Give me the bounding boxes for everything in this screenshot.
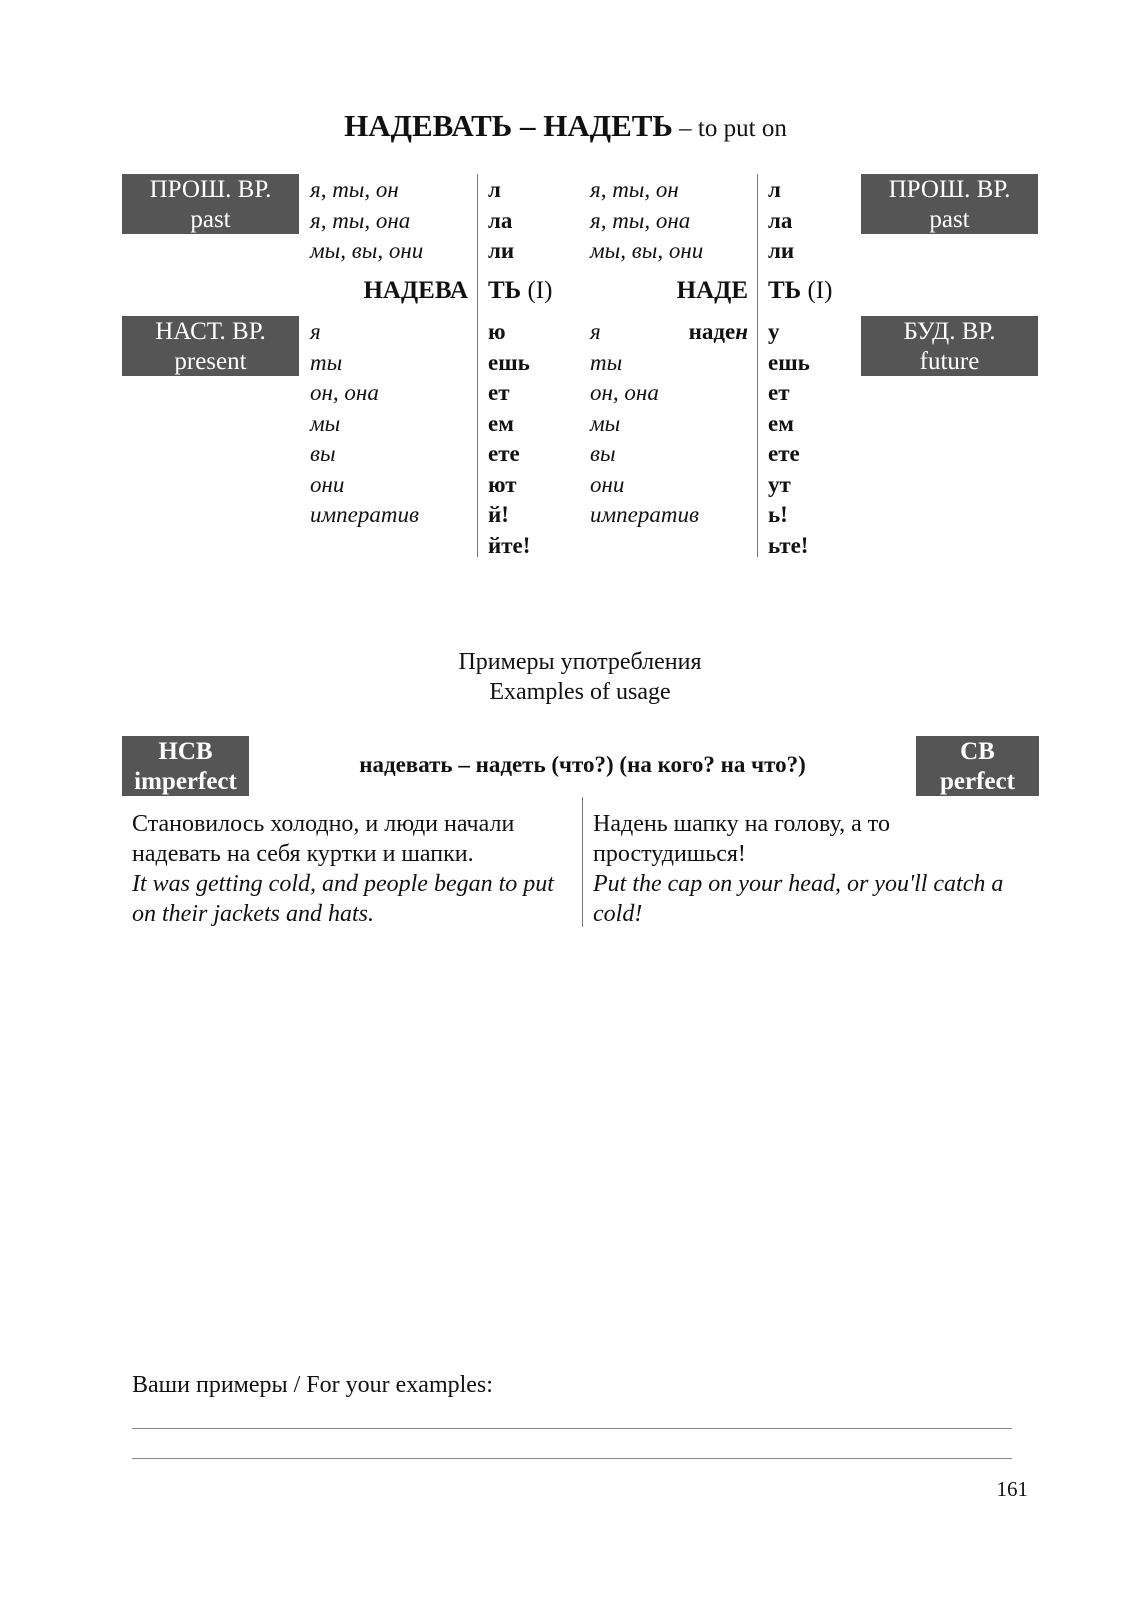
sv-example-ru: Надень шапку на голову, а то простудишься! bbox=[593, 811, 890, 867]
imperf-past-pronouns bbox=[310, 175, 423, 267]
pronoun: он, она bbox=[310, 380, 379, 405]
pronoun: они bbox=[590, 471, 625, 497]
verb-government: надевать – надеть (что?) (на кого? на что?) bbox=[359, 752, 806, 777]
label-future-en: future bbox=[919, 348, 980, 375]
label-past-left-en: past bbox=[190, 206, 231, 233]
ending: ьте! bbox=[768, 532, 809, 558]
pronoun: императив bbox=[590, 502, 699, 527]
label-nsv-ru: НСВ bbox=[158, 738, 213, 765]
examples-divider bbox=[582, 797, 583, 927]
pronoun: я, ты, она bbox=[310, 207, 411, 233]
pronoun: я, ты, он bbox=[590, 177, 679, 202]
ending: ет bbox=[768, 380, 790, 405]
label-sv-en: perfect bbox=[940, 768, 1015, 795]
nsv-example bbox=[132, 809, 572, 929]
ending: л bbox=[768, 177, 781, 202]
writing-line-1[interactable] bbox=[132, 1428, 1012, 1429]
nsv-example-en: It was getting cold, and people began to put on their jackets and hats. bbox=[132, 871, 554, 927]
imperf-present-endings bbox=[488, 317, 530, 561]
imperf-past-endings bbox=[488, 175, 514, 267]
your-examples-label: Ваши примеры / For your examples: bbox=[132, 1372, 493, 1398]
page-title bbox=[0, 106, 1131, 149]
imperf-infinitive-ending bbox=[488, 275, 552, 307]
label-present bbox=[122, 316, 299, 376]
usage-heading-ru: Примеры употребления bbox=[458, 649, 702, 675]
pronoun: я bbox=[310, 319, 321, 344]
pronoun: ты bbox=[310, 349, 343, 375]
ending: ь! bbox=[768, 502, 788, 527]
table-divider-right bbox=[757, 174, 758, 557]
label-past-right-ru: ПРОШ. ВР. bbox=[888, 176, 1011, 203]
ending: ем bbox=[488, 410, 514, 436]
title-verbs: НАДЕВАТЬ – НАДЕТЬ bbox=[344, 108, 673, 143]
perf-past-pronouns bbox=[590, 175, 703, 267]
label-sv bbox=[916, 736, 1039, 796]
label-future-ru: БУД. ВР. bbox=[903, 318, 996, 345]
perf-future-pronouns bbox=[590, 317, 699, 531]
ending: й! bbox=[488, 502, 509, 527]
table-divider-left bbox=[477, 174, 478, 557]
ending: ешь bbox=[768, 349, 810, 375]
sv-example bbox=[593, 809, 1033, 929]
pronoun: они bbox=[310, 471, 345, 497]
ending: ли bbox=[768, 238, 795, 263]
imperf-conjugation: (I) bbox=[521, 277, 553, 304]
label-past-left bbox=[122, 174, 299, 234]
label-future bbox=[861, 316, 1038, 376]
pronoun: я, ты, она bbox=[590, 207, 691, 233]
ending: ла bbox=[488, 207, 513, 233]
title-translation: – to put on bbox=[672, 115, 787, 142]
perf-stem bbox=[580, 275, 748, 307]
ending: ет bbox=[488, 380, 510, 405]
perf-future-endings bbox=[768, 317, 810, 561]
perf-future-stem bbox=[660, 317, 748, 348]
imperf-present-pronouns bbox=[310, 317, 419, 531]
ending: ут bbox=[768, 471, 791, 497]
pronoun: императив bbox=[310, 502, 419, 527]
pronoun: мы bbox=[310, 410, 341, 436]
sv-example-en: Put the cap on your head, or you'll catch a cold! bbox=[593, 871, 1004, 927]
ending: ю bbox=[488, 319, 506, 344]
perf-stem-text: НАДЕ bbox=[676, 277, 748, 304]
imperf-stem-text: НАДЕВА bbox=[363, 277, 468, 304]
ending: ли bbox=[488, 238, 515, 263]
ending: йте! bbox=[488, 532, 531, 558]
perf-inf-ending: ТЬ bbox=[768, 277, 802, 304]
pronoun: мы, вы, они bbox=[310, 238, 424, 263]
pronoun: вы bbox=[310, 441, 336, 466]
ending: ла bbox=[768, 207, 793, 233]
page-number: 161 bbox=[996, 1477, 1028, 1501]
pronoun: я, ты, он bbox=[310, 177, 399, 202]
perf-conjugation: (I) bbox=[801, 277, 833, 304]
pronoun: я bbox=[590, 319, 601, 344]
nsv-example-ru: Становилось холодно, и люди начали надевать на себя куртки и шапки. bbox=[132, 811, 515, 867]
label-sv-ru: СВ bbox=[960, 738, 995, 765]
label-past-right bbox=[861, 174, 1038, 234]
imperf-inf-ending: ТЬ bbox=[488, 277, 522, 304]
imperf-stem bbox=[300, 275, 468, 307]
perf-future-stem-italic: н bbox=[735, 319, 748, 344]
label-past-right-en: past bbox=[929, 206, 970, 233]
label-present-en: present bbox=[174, 348, 247, 375]
label-nsv-en: imperfect bbox=[134, 768, 237, 795]
pronoun: мы, вы, они bbox=[590, 238, 704, 263]
perf-past-endings bbox=[768, 175, 794, 267]
pronoun: ты bbox=[590, 349, 623, 375]
usage-heading bbox=[380, 647, 780, 707]
perf-infinitive-ending bbox=[768, 275, 832, 307]
label-present-ru: НАСТ. ВР. bbox=[155, 318, 266, 345]
pronoun: он, она bbox=[590, 380, 659, 405]
label-past-left-ru: ПРОШ. ВР. bbox=[149, 176, 272, 203]
ending: л bbox=[488, 177, 501, 202]
label-nsv bbox=[122, 736, 249, 796]
ending: ют bbox=[488, 471, 517, 497]
pronoun: вы bbox=[590, 441, 616, 466]
ending: у bbox=[768, 319, 780, 344]
ending: ете bbox=[488, 441, 520, 466]
ending: ем bbox=[768, 410, 794, 436]
pronoun: мы bbox=[590, 410, 621, 436]
ending: ете bbox=[768, 441, 800, 466]
perf-future-stem-bold: наде bbox=[688, 319, 736, 344]
usage-heading-en: Examples of usage bbox=[489, 679, 671, 705]
writing-line-2[interactable] bbox=[132, 1458, 1012, 1459]
ending: ешь bbox=[488, 349, 530, 375]
